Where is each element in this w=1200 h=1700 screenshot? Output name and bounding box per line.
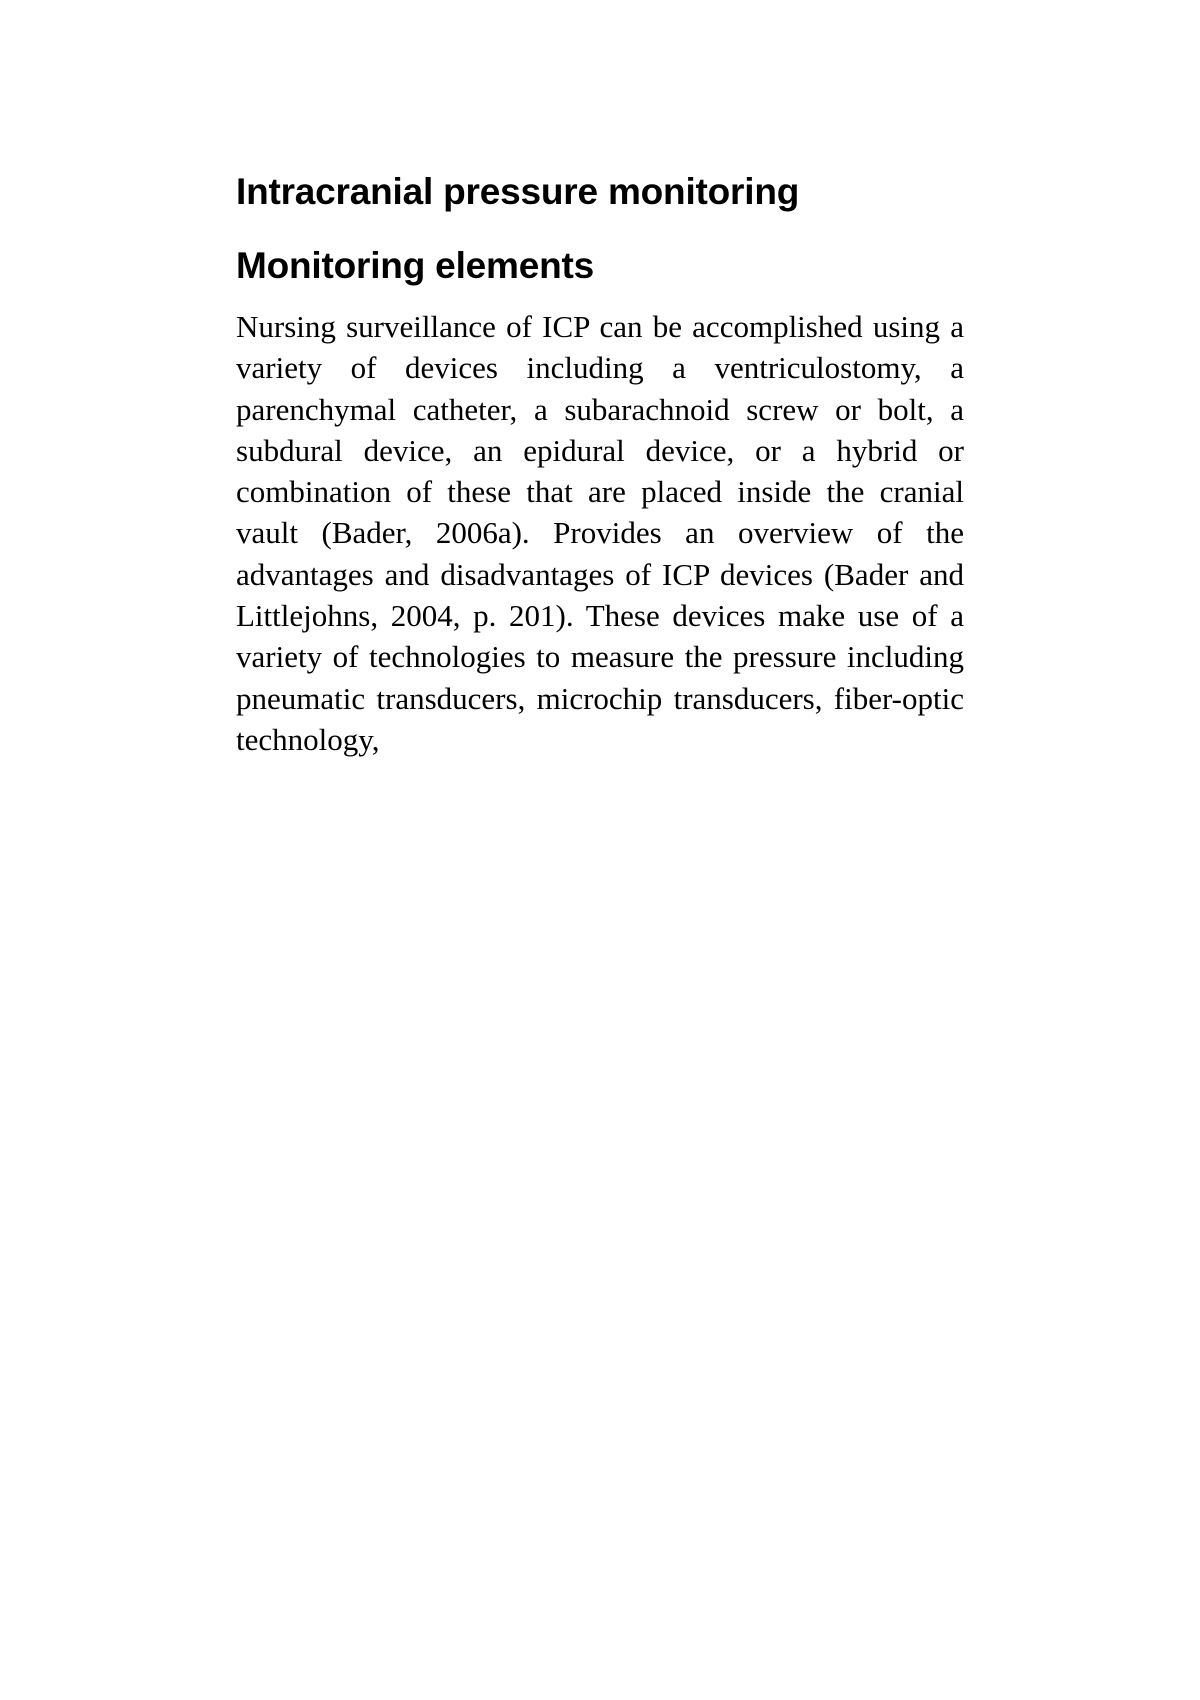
document-title: Intracranial pressure monitoring [236,171,800,212]
document-page [236,168,964,760]
body-paragraph: Nursing surveillance of ICP can be accomplished using a variety of devices including a ventriculostomy, a parenchymal catheter, a subarachnoid screw or bolt, a subdural device, an epidural device, or a hybrid or combination of these that are placed inside the cranial vault (Bader, 2006a). Provides an overview of the advantages and disadvantages of ICP devices (Bader and Littlejohns, 2004, p. 201). These devices make use of a variety of technologies to measure the pressure including pneumatic transducers, microchip transducers, fiber-optic technology, [236,309,964,757]
section-heading: Monitoring elements [236,245,594,286]
